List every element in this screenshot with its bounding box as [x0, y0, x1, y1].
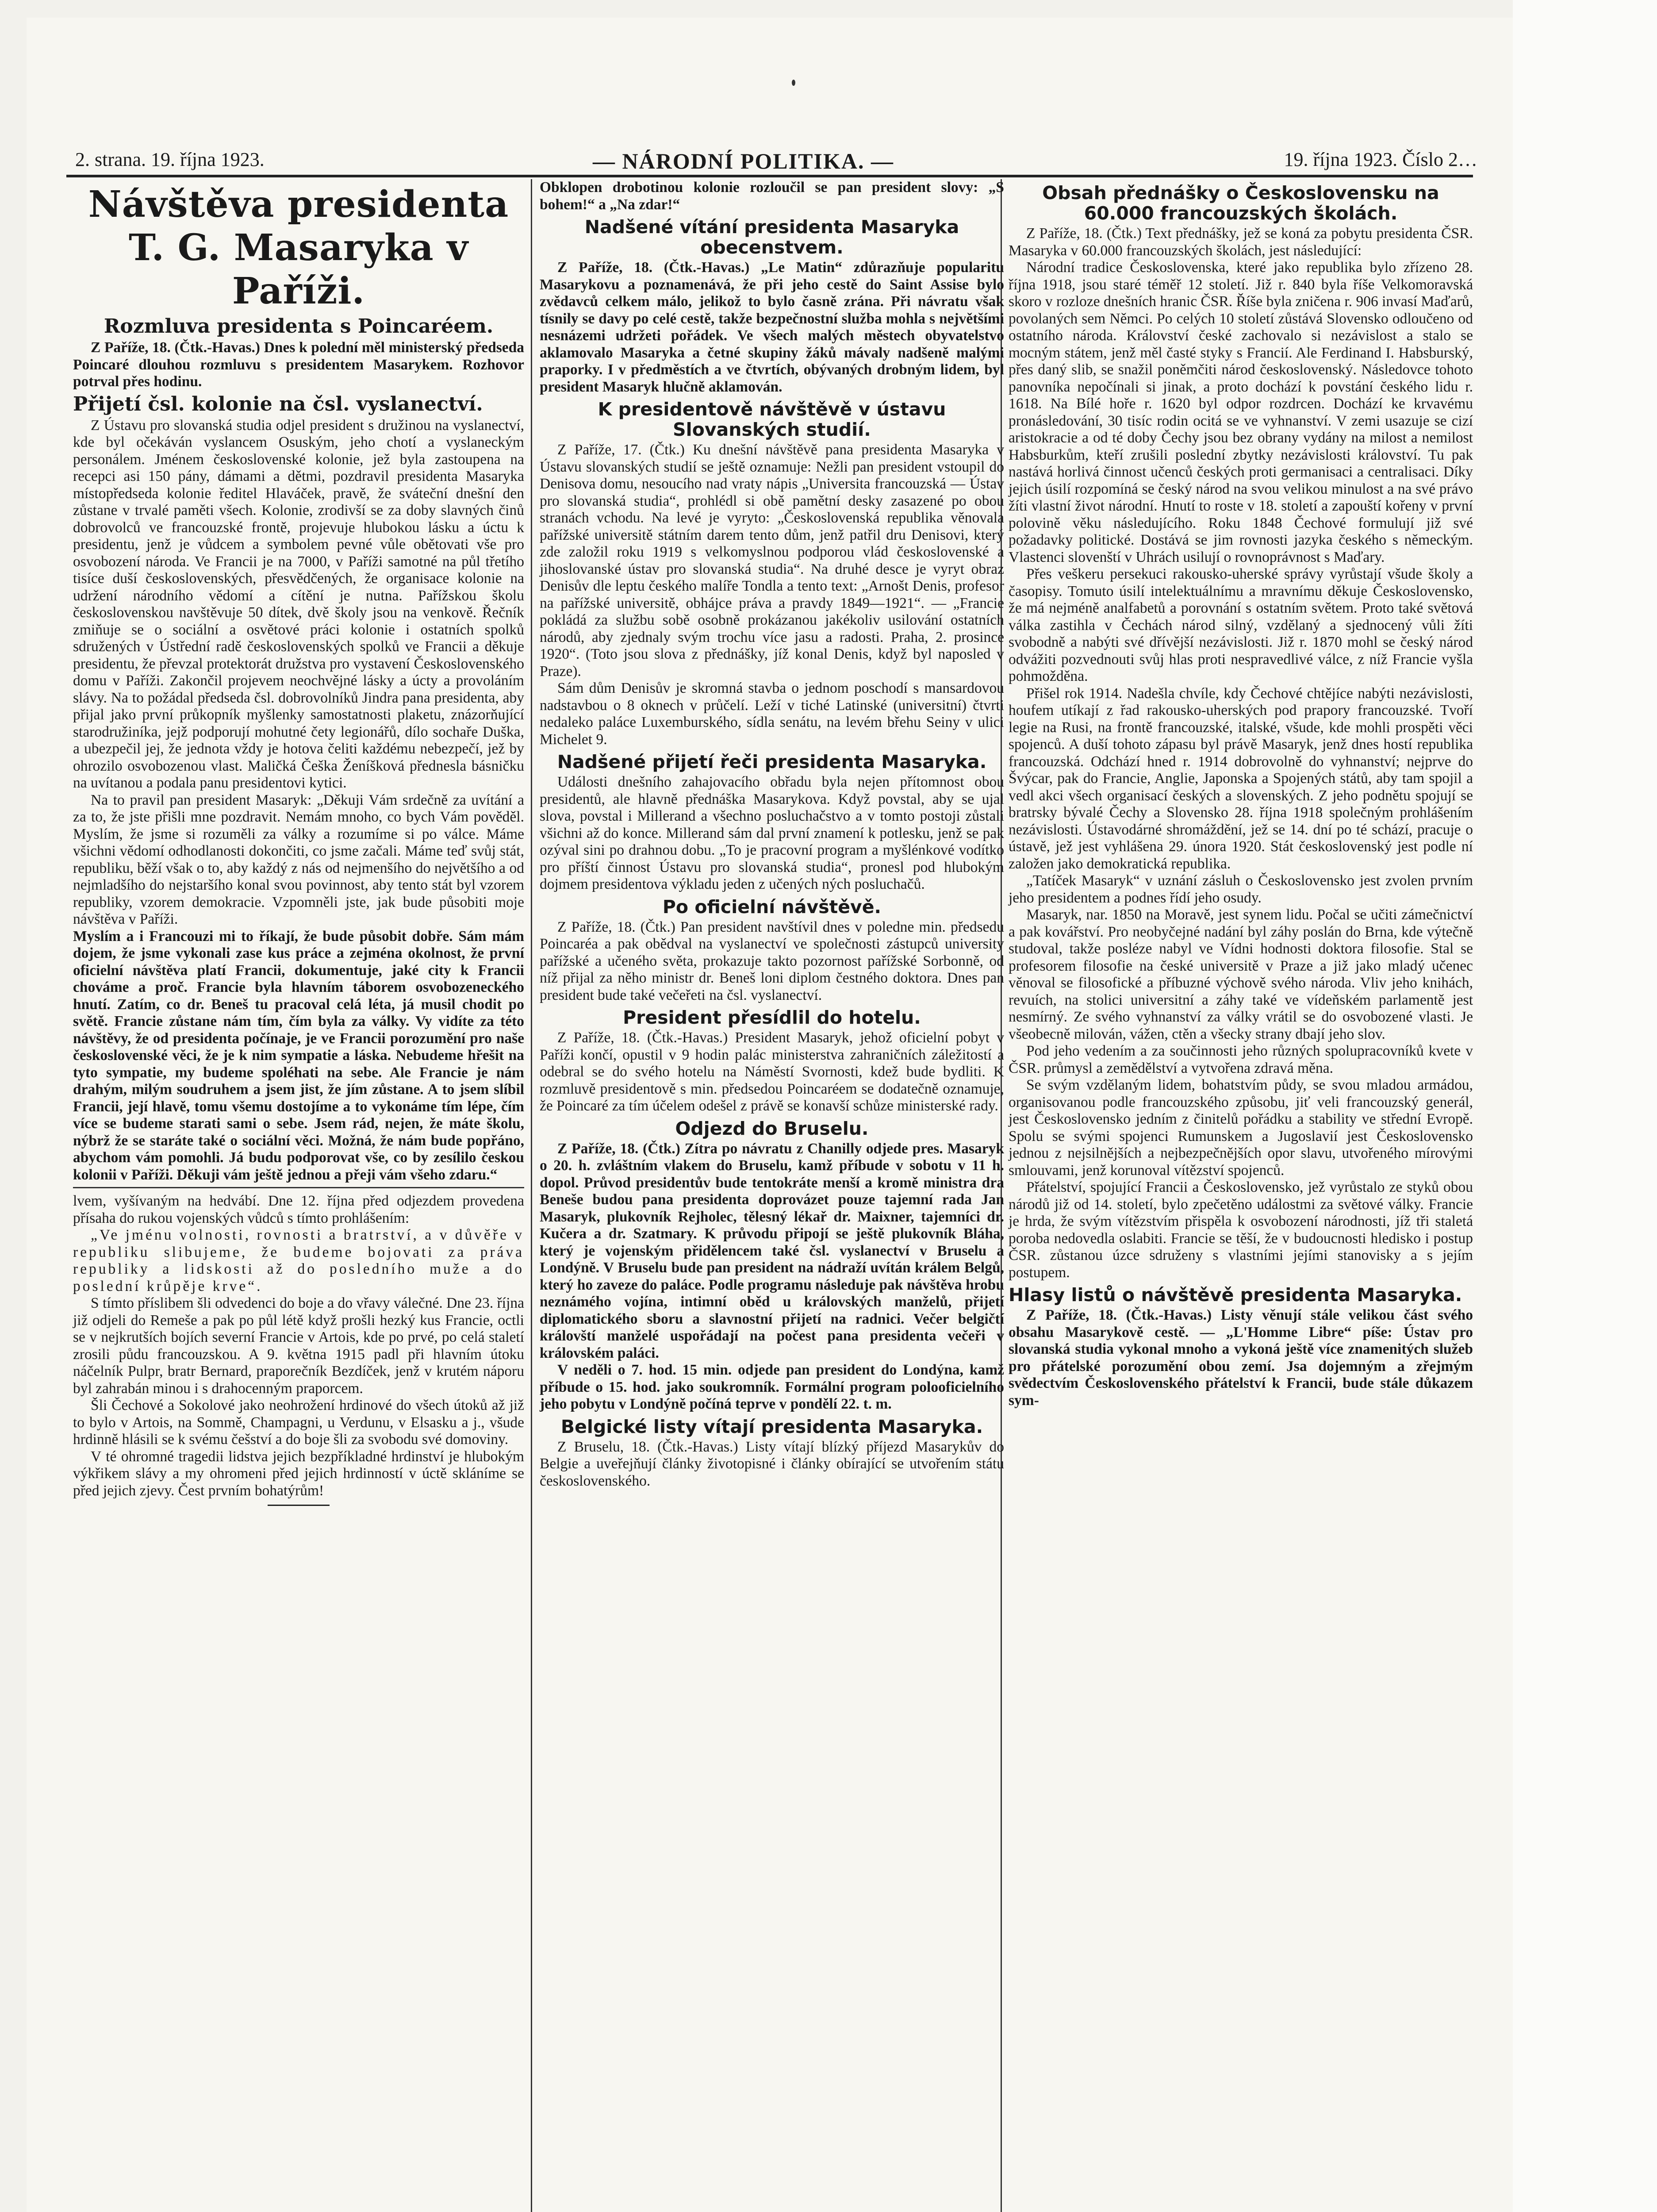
section-rule: [73, 1187, 524, 1188]
paragraph: Obklopen drobotinou kolonie rozloučil se pan president slovy: „S bohem!“ a „Na zdar!“: [540, 179, 1004, 213]
paragraph: „Tatíček Masaryk“ v uznání zásluh o Československo jest zvolen prvním jeho presidentem a podnes řídí jeho osudy.: [1009, 872, 1473, 906]
title-line: T. G. Masaryka v Paříži.: [129, 227, 468, 312]
paragraph: V té ohromné tragedii lidstva jejich bezpříkladné hrdinství je hlubokým výkřikem slávy a my ohromeni před jejich hrdinností v úctě skláníme se před jejich zjevy. Čest prvním bohatýrům!: [73, 1448, 524, 1499]
subheading: K presidentově návštěvě v ústavu Slovanských studií.: [598, 399, 946, 440]
paragraph: Přišel rok 1914. Nadešla chvíle, kdy Čechové chtějíce nabýti nezávislosti, houfem utíkají z řad rakousko-uherských pod prapory francouzské. Tvoří legie na Rusi, na frontě francouzské, italské, všude, kde mohli prospěti věci spojenců. A duší tohoto zápasu byl právě Masaryk, jenž dnes hostí republika francouzská. Odchází hned r. 1914 dobrovolně do vyhnanství; nejprve do Švýcar, pak do Francie, Anglie, Japonska a Spojených států, aby tam spojil a vedl akci všech organisací českých a slovenských. Z jeho podnětu spojují se bratrsky bývalé Čechy a Slovensko 28. října 1918 společným prohlášením nezávislosti. Ústavodárné shromáždění, jež se 14. dní po té schází, pracuje o ústavě, jež jest vyhlášena 29. února 1920. Stát československý jest podle ní založen jako demokratická republika.: [1009, 685, 1473, 872]
paragraph: Z Paříže, 18. (Čtk.) Text přednášky, jež se koná za pobytu presidenta ČSR. Masaryka v 60.000 francouzských školách, jest následující:: [1009, 225, 1473, 259]
paragraph: Z Ústavu pro slovanská studia odjel president s družinou na vyslanectví, kde byl očekáván vyslancem Osuským, jeho chotí a vyslaneckým personálem. Jménem československé kolonie, jež byla zastoupena na recepci asi 150 pány, dámami a dětmi, pozdravil presidenta Masaryka místopředseda kolonie ředitel Hlaváček, pravě, že sváteční dnešní den zůstane v trvalé paměti všech. Kolonie, zrodivší se za doby slavných činů dobrovolců ve francouzské frontě, projevuje hlubokou lásku a úctu k presidentu, jenž je vůdcem a symbolem pevné vůle obětovati vše pro osvobození národa. Ve Francii je na 7000, v Paříži samotné na půl třetího tisíce duší československých, přesvědčených, že organisace kolonie na udržení národního vědomí a cítění je nutna. Pařížskou školu československou navštěvuje 50 dítek, dvě školy jsou na venkově. Řečník zmiňuje se o sociální a osvětové práci kolonie i ostatních spolků sdružených v Ústřední radě československých spolků ve Francii a děkuje presidentu, že převzal protektorát družstva pro vystavení Československého domu v Paříži. Zakončil projevem neochvějné lásky a úcty a provoláním slávy. Na to požádal předseda čsl. dobrovolníků Jindra pana presidenta, aby přijal jako první průkopník myšlenky samostatnosti plaketu, znázorňující starodružiníka, jejž podporují mohutné čety legionářů, dílo sochaře Duška, a ubezpečil jej, že jednota vždy je hotova čeliti každému nebezpečí, jež by ohrozilo osvobozenou vlast. Maličká Češka Ženíšková přednesla básničku na uvítanou a podala panu presidentovi kytici.: [73, 417, 524, 791]
subheading: Odjezd do Bruselu.: [675, 1118, 869, 1139]
paragraph: V neděli o 7. hod. 15 min. odjede pan president do Londýna, kamž příbude o 15. hod. jako soukromník. Formální program polooficielního jeho pobytu v Londýně počíná teprve v pondělí 22. t. m.: [540, 1362, 1004, 1412]
column-divider: [531, 179, 532, 2212]
paragraph: Pod jeho vedením a za součinnosti jeho různých spolupracovníků kvete v ČSR. průmysl a zemědělství a vytvořena zdravá měna.: [1009, 1043, 1473, 1076]
paragraph: Z Paříže, 17. (Čtk.) Ku dnešní návštěvě pana presidenta Masaryka v Ústavu slovanských studií se ještě oznamuje: Nežli pan president vstoupil do Denisova domu, nesoucího nad vraty nápis „Universita francouzská — Ústav pro slovanská studia“, prohlédl si obě pamětní desky zasazené po obou stranách vchodu. Na levé je vyryto: „Československá republika věnovala pařížské universitě státním darem tento dům, jenž patřil dru Denisovi, který zde založil roku 1919 s velkomyslnou podporou vlád československé a jihoslovanské ústav pro slovanská studia“. Na druhé desce je vyryt obraz Denisův dle leptu českého malíře Tondla a tento text: „Arnošt Denis, profesor na pařížské universitě, obhájce práva a pravdy 1849—1921“. — „Francie pokládá za službu sobě osobně prokázanou jakékoliv usilování ostatních národů, aby zjednaly svým trochu více jasu a radosti. Praha, 2. prosince 1920“. (Toto jsou slova z přednášky, jíž konal Denis, když byl naposled v Praze).: [540, 442, 1004, 680]
paragraph: Sám dům Denisův je skromná stavba o jednom poschodí s mansardovou nadstavbou o 8 oknech v průčelí. Leží v tiché Latinské (universitní) čtvrti nedaleko paláce Luxemburského, sídla senátu, na levém břehu Seiny v ulici Michelet 9.: [540, 680, 1004, 748]
masthead: — NÁRODNÍ POLITIKA. —: [593, 149, 894, 173]
paragraph: Z Paříže, 18. (Čtk.) Zítra po návratu z Chanilly odjede pres. Masaryk o 20. h. zvláštním vlakem do Bruselu, kamž příbude v sobotu v 11 h. dopol. Průvod presidentův bude tentokráte menší a kromě ministra dra Beneše budou pana presidenta doprovázet pouze tajemní rada Jan Masaryk, plukovník Rejholec, tělesný lékař dr. Maixner, tajemníci dr. Kučera a dr. Szatmary. K průvodu připojí se ještě plukovník Bláha, který je vojenským přidělencem také čsl. vyslanectví v Bruselu a Londýně. V Bruselu bude pan president na nádraží uvítán králem Belgů, který ho zaveze do paláce. Podle programu následuje pak návštěva hrobu neznámého vojína, intimní oběd u královských manželů, přijetí diplomatického sboru a slavnostní přijetí na radnici. Večer belgičtí královští manželé uspořádají na počest pana presidenta večeři v královském paláci.: [540, 1140, 1004, 1361]
page-margin: [1513, 0, 1657, 2212]
column-1: [73, 179, 524, 1506]
header-date-right: 19. října 1923. Číslo 2…: [1284, 149, 1477, 170]
header-rule: [66, 175, 1473, 177]
paragraph: Přes veškeru persekuci rakousko-uherské správy vyrůstají všude školy a časopisy. Tomuto úsilí intelektuálnímu a mravnímu děkuje Československo, že má nejméně analfabetů a porovnání s ostatním světem. Proto také světová válka zastihla v Čechách národ silný, vzdělaný a sjednocený vůli žíti svobodně a nabýti své dřívější nezávislosti. Již r. 1870 mohl se český národ odvážiti pozvednouti svůj hlas proti nespravedlivé válce, z níž Francie vyšla pohmožděna.: [1009, 566, 1473, 684]
paragraph: Šli Čechové a Sokolové jako neohrožení hrdinové do všech útoků až již to bylo v Artois, na Sommě, Champagni, u Verdunu, v Elsasku a j., všude hrdinně hlásili se k svému češství a do boje šli za svobodu své domoviny.: [73, 1397, 524, 1448]
subheading: Nadšené vítání presidenta Masaryka obecenstvem.: [584, 216, 959, 258]
paragraph: Z Paříže, 18. (Čtk.-Havas.) Listy věnují stále velikou část svého obsahu Masarykově cestě. — „L'Homme Libre“ píše: Ústav pro slovanská studia vykonal mnoho a vykoná ještě více znamenitých služeb pro přátelské porozumění obou zemí. Jsa dojemným a zřejmým svědectvím Československého přátelství k Francii, bude stále důkazem sym-: [1009, 1307, 1473, 1409]
paragraph: lvem, vyšívaným na hedvábí. Dne 12. října před odjezdem provedena přísaha do rukou vojenských vůdců s tímto prohlášením:: [73, 1193, 524, 1226]
subheading: Hlasy listů o návštěvě presidenta Masaryka.: [1009, 1284, 1462, 1306]
paragraph: Z Paříže, 18. (Čtk.) Pan president navštívil dnes v poledne min. předsedu Poincaréa a pak obědval na vyslanectví ve společnosti zástupců university pařížské a učeného světa, prokazuje takto pozornost pařížské Sorbonně, od níž přijal za něho ministr dr. Beneš loni diplom čestného doktora. Dnes pan president bude také večeřeti na čsl. vyslanectví.: [540, 918, 1004, 1003]
paragraph: Se svým vzdělaným lidem, bohatstvím půdy, se svou mladou armádou, organisovanou podle francouzského způsobu, jiť veli francouzský generál, jest Československo jedním z činitelů pořádku a stability ve střední Evropě. Spolu se svými spojenci Rumunskem a Jugoslavií jest Československo jednou z nejsilnějších a nejbezpečnějších opor slavu, utvořeného mírovými smlouvami, jenž korunoval vítězství spojenců.: [1009, 1077, 1473, 1179]
paragraph: Z Paříže, 18. (Čtk.-Havas.) Dnes k polední měl ministerský předseda Poincaré dlouhou rozmluvu s presidentem Masarykem. Rozhovor potrval přes hodinu.: [73, 339, 524, 390]
article-title: [73, 183, 524, 313]
column-2: [540, 179, 1004, 1490]
paragraph: S tímto příslibem šli odvedenci do boje a do vřavy válečné. Dne 23. října již odjeli do Remeše a pak po půl létě když prošli hezký kus Francie, octli se v nejkrutších bojích severní Francie v Artois, kde po prvé, po celá staletí zrosili půdu francouzskou. A 9. května 1915 padl při hlavním útoku náčelník Pulpr, bratr Bernard, praporečník Bezdíček, jenž v krutém náporu byl zahrabán minou i s drahocenným praporcem.: [73, 1295, 524, 1397]
paragraph: Přátelství, spojující Francii a Československo, jež vyrůstalo ze styků obou národů již od 14. století, bylo zpečetěno událostmi za světové války. Francie je hrda, že svým vítězstvím přispěla k osvobození národnosti, jíž tři staletá poroba nedovedla oslabiti. Francie se těší, že v budoucnosti hledisko i postup ČSR. zůstanou úzce sdruženy s vlastními jejími stanovisky a s jejím postupem.: [1009, 1179, 1473, 1281]
print-speck: [792, 80, 795, 86]
paragraph: Národní tradice Československa, které jako republika bylo zřízeno 28. října 1918, jsou staré téměř 12 století. Již r. 840 byla říše Velkomoravská skoro v rozloze dnešních hranic ČSR. Říše byla zničena r. 906 invasí Maďarů, povolaných sem Němci. Po celých 10 století zůstává Slovensko odloučeno od ostatního národa. Království české zachovalo si nezávislost a stalo se mocným státem, jenž měl časté styky s Francií. Ale Ferdinand I. Habsburský, přes daný slib, se snažil poněmčiti národ československý. Následovce tohoto panovníka nepočínali si jinak, a proto dochází k povstání českého lidu r. 1618. Na Bílé hoře r. 1620 byl odpor rozdrcen. Dochází ke krvavému pronásledování, 30 tisíc rodin ocitá se ve vyhnanství. V zemi usazuje se cizí aristokracie a od té doby Čechy jsou bez obrany vydány na milost a nemilost Habsburkům, kteří zrušili poslední zbytky nezávislosti království. Tu pak nastává horlivá činnost učenců českých proti germanisaci a centralisaci. Díky jejich úsilí rozpomíná se český národ na svou velikou minulost a na své právo žíti vlastní život národní. Hnutí to roste v 18. století a zapouští kořeny v první polovině věku následujícího. Roku 1848 Čechové formulují již své požadavky politické. Dostává se jim rovnosti jazyka českého s německým. Vlastenci slovenští v Uhrách usilují o rovnoprávnost s Maďary.: [1009, 259, 1473, 565]
subheading: Přijetí čsl. kolonie na čsl. vyslanectví.: [73, 392, 483, 415]
subheading: Rozmluva presidenta s Poincaréem.: [104, 315, 494, 338]
paragraph: Na to pravil pan president Masaryk: „Děkuji Vám srdečně za uvítání a za to, že jste přišli mne pozdravit. Nemám mnoho, co bych Vám pověděl. Myslím, že jsme si rozuměli za války a rozumíme si po válce. Máme všichni vědomí odhodlanosti dokončiti, co jsme začali. Máme teď svůj stát, republiku, běží však o to, aby každý z nás od nejmenšího do největšího a od nejmladšího do nejstaršího konal svou povinnost, aby tento stát byl vzorem republiky, vzorem demokracie. Vzpomněli jste, jak bude působiti moje návštěva v Paříži.: [73, 791, 524, 927]
paragraph: Myslím a i Francouzi mi to říkají, že bude působit dobře. Sám mám dojem, že jsme vykonali zase kus práce a zejména okolnost, že první oficielní návštěva platí Francii, dokumentuje, jaké city k Francii chováme a proč. Francie byla hlavním táborem osvobozeneckého hnutí. Zatím, co dr. Beneš tu pracoval celá léta, já musil chodit po světě. Francie zůstane nám tím, čím byla za války. Vy vidíte za této návštěvy, že od presidenta počínaje, je ve Francii porozumění pro naše československé věci, že je k nim sympatie a láska. Nebudeme hřešit na tyto sympatie, my budeme spoléhati na sebe. Ale Francie je nám drahým, milým soudruhem a jsem jist, že jím zůstane. A to jsem slíbil Francii, její hlavě, tomu všemu dostojíme a to vykonáme tím lépe, čím více se budeme starati sami o sebe. Jsem rád, nejen, že máte školu, nýbrž že se staráte také o sociální věci. Možná, že nám bude popřáno, abychom vám pomohli. Já budu podporovat vše, co by zesílilo českou kolonii v Paříži. Děkuji vám ještě jednou a přeji vám všeho zdaru.“: [73, 928, 524, 1183]
paragraph: Z Bruselu, 18. (Čtk.-Havas.) Listy vítají blízký příjezd Masarykův do Belgie a uveřejňují články životopisné i články obírající se utvořením státu československého.: [540, 1438, 1004, 1489]
column-3: [1009, 179, 1473, 1409]
paragraph: „Ve jménu volnosti, rovnosti a bratrství, a v důvěře v republiku slibujeme, že budeme bojovati za práva republiky a lidskosti až do posledního muže a do poslední krůpěje krve“.: [73, 1227, 524, 1294]
paragraph: Z Paříže, 18. (Čtk.-Havas.) „Le Matin“ zdůrazňuje popularitu Masarykovu a poznamenává, že při jeho cestě do Saint Assise bylo zvědavců celkem málo, jelikož to bylo časně zrána. Při návratu však tísnily se davy po celé cestě, takže bezpečnostní služba mohla s největšími nesnázemi udržeti pořádek. Ve všech malých městech obyvatelstvo aklamovalo Masaryka a četné skupiny žáků mávaly nadšeně malými praporky. I v předměstích a ve čtvrtích, obývaných drobným lidem, byl president Masaryk hlučně aklamován.: [540, 259, 1004, 395]
paragraph: Masaryk, nar. 1850 na Moravě, jest synem lidu. Počal se učiti zámečnictví a pak kovářství. Pro neobyčejné nadání byl záhy poslán do Brna, kde výtečně studoval, takže posléze nabyl ve Vídni hodnosti doktora filosofie. Stal se profesorem filosofie na české universitě v Praze a již jako mladý učenec věnoval se filosofické a příbuzné výchově svého národa. Vliv jeho knihách, revuích, na stolici universitní a záhy také ve vídeňském parlamentě jest nesmírný. Ze svého vyhnanství za války vrátil se do osvobozené vlasti. Je všeobecně milován, vážen, ctěn a všecky strany dbají jeho slov.: [1009, 906, 1473, 1042]
subheading: Po oficielní návštěvě.: [662, 896, 882, 918]
title-line: Návštěva presidenta: [88, 183, 509, 226]
end-rule: [268, 1505, 330, 1506]
header-date-left: 2. strana. 19. října 1923.: [75, 149, 265, 170]
paragraph: Z Paříže, 18. (Čtk.-Havas.) President Masaryk, jehož oficielní pobyt v Paříži končí, opustil v 9 hodin palác ministerstva zahraničních záležitostí a odebral se do svého hotelu na Náměstí Svornosti, kdež bude bydliti. K rozmluvě presidentově s min. předsedou Poincaréem se dodatečně oznamuje, že Poincaré za tím účelem odešel z právě se konavší schůze ministerské rady.: [540, 1029, 1004, 1114]
subheading: President přesídlil do hotelu.: [623, 1007, 921, 1028]
paragraph: Události dnešního zahajovacího obřadu byla nejen přítomnost obou presidentů, ale hlavně přednáška Masarykova. Když povstal, aby se ujal slova, povstal i Millerand a všechno posluchačstvo a v tomto postoji zůstali všichni až do konce. Millerand sám dal první znamení k potlesku, jenž se pak ozýval sini po drahnou dobu. „To je pracovní program a myšlénkové vodítko pro příští činnost Ústavu pro slovanská studia“, pronesl pod hlubokým dojmem presidentova výkladu jeden z učených ných posluchačů.: [540, 774, 1004, 892]
subheading: Belgické listy vítají presidenta Masaryka.: [560, 1416, 983, 1437]
subheading: Nadšené přijetí řeči presidenta Masaryka.: [557, 751, 987, 772]
subheading: Obsah přednášky o Československu na 60.000 francouzských školách.: [1042, 182, 1439, 224]
